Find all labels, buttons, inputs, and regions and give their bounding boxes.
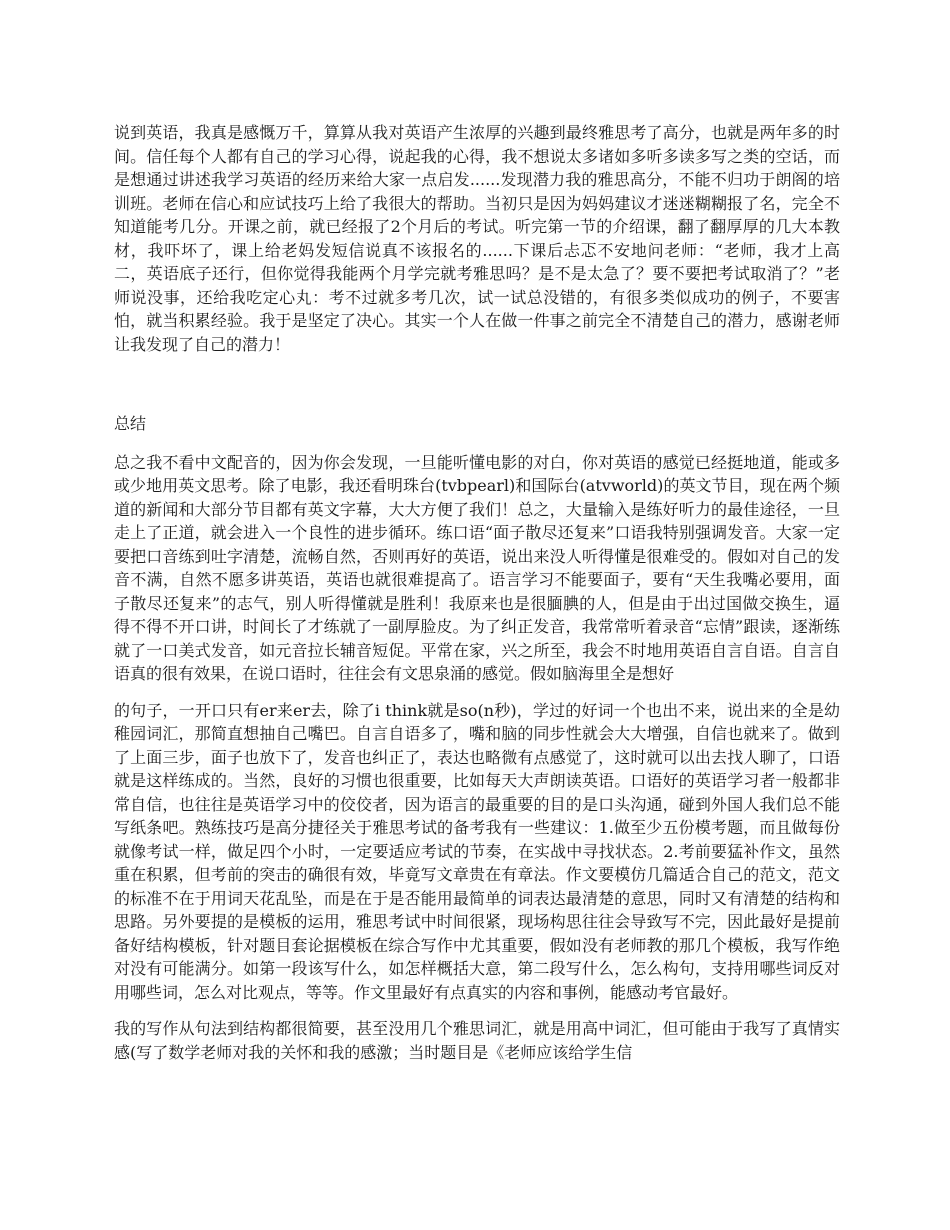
section-heading: 总结 [114, 414, 147, 433]
paragraph-summary: 总之我不看中文配音的，因为你会发现，一旦能听懂电影的对白，你对英语的感觉已经挺地道，能或多或少地用英文思考。除了电影，我还看明珠台(tvbpearl)和国际台(atvworld)的英文节目，现在两个频道的新闻和大部分节目都有英文字幕，大大方便了我们！总之，大量输入是练好听力的最佳途径，一旦走上了正道，就会进入一个良性的进步循环。练口语“面子散尽还复来”口语我特别强调发音。大家一定要把口音练到吐字清楚，流畅自然，否则再好的英语，说出来没人听得懂是很难受的。假如对自己的发音不满，自然不愿多讲英语，英语也就很难提高了。语言学习不能要面子，要有“天生我嘴必要用，面子散尽还复来”的志气，别人听得懂就是胜利！我原来也是很腼腆的人，但是由于出过国做交换生，逼得不得不开口讲，时间长了才练就了一副厚脸皮。为了纠正发音，我常常听着录音“忘情”跟读，逐渐练就了一口美式发音，如元音拉长辅音短促。平常在家，兴之所至，我会不时地用英语自言自语。自言自语真的很有效果，在说口语时，往往会有文思泉涌的感觉。假如脑海里全是想好 [114, 452, 840, 683]
paragraph-speaking-tips: 的句子，一开口只有er来er去，除了i think就是so(n秒)，学过的好词一个也出不来，说出来的全是幼稚园词汇，那简直想抽自己嘴巴。自言自语多了，嘴和脑的同步性就会大大增强，自信也就来了。做到了上面三步，面子也放下了，发音也纠正了，表达也略微有点感觉了，这时就可以出去找人聊了，口语就是这样练成的。当然，良好的习惯也很重要，比如每天大声朗读英语。口语好的英语学习者一般都非常自信，也往往是英语学习中的佼佼者，因为语言的最重要的目的是口头沟通，碰到外国人我们总不能写纸条吧。熟练技巧是高分捷径关于雅思考试的备考我有一些建议：1.做至少五份模考题，而且做每份就像考试一样，做足四个小时，一定要适应考试的节奏，在实战中寻找状态。2.考前要猛补作文，虽然重在积累，但考前的突击的确很有效，毕竟写文章贵在有章法。作文要模仿几篇适合自己的范文，范文的标准不在于用词天花乱坠，而是在于是否能用最简单的词表达最清楚的意思，同时又有清楚的结构和思路。另外要提的是模板的运用，雅思考试中时间很紧，现场构思往往会导致写不完，因此最好是提前备好结构模板，针对题目套论据模板在综合写作中尤其重要，假如没有老师教的那几个模板，我写作绝对没有可能满分。如第一段该写什么，如怎样概括大意，第二段写什么，怎么构句，支持用哪些词反对用哪些词，怎么对比观点，等等。作文里最好有点真实的内容和事例，能感动考官最好。 [114, 700, 840, 1002]
paragraph-intro: 说到英语，我真是感慨万千，算算从我对英语产生浓厚的兴趣到最终雅思考了高分，也就是两年多的时间。信任每个人都有自己的学习心得，说起我的心得，我不想说太多诸如多听多读多写之类的空话，而是想通过讲述我学习英语的经历来给大家一点启发......发现潜力我的雅思高分，不能不归功于朗阁的培训班。老师在信心和应试技巧上给了我很大的帮助。当初只是因为妈妈建议才迷迷糊糊报了名，完全不知道能考几分。开课之前，就已经报了2个月后的考试。听完第一节的介绍课，翻了翻厚厚的几大本教材，我吓坏了，课上给老妈发短信说真不该报名的......下课后忐忑不安地问老师：“老师，我才上高二，英语底子还行，但你觉得我能两个月学完就考雅思吗？是不是太急了？要不要把考试取消了？”老师说没事，还给我吃定心丸：考不过就多考几次，试一试总没错的，有很多类似成功的例子，不要害怕，就当积累经验。我于是坚定了决心。其实一个人在做一件事之前完全不清楚自己的潜力，感谢老师让我发现了自己的潜力！ [114, 123, 840, 354]
document-body [114, 121, 840, 1064]
paragraph-writing: 我的写作从句法到结构都很简要，甚至没用几个雅思词汇，就是用高中词汇，但可能由于我写了真情实感(写了数学老师对我的关怀和我的感激；当时题目是《老师应该给学生信 [114, 1019, 840, 1062]
